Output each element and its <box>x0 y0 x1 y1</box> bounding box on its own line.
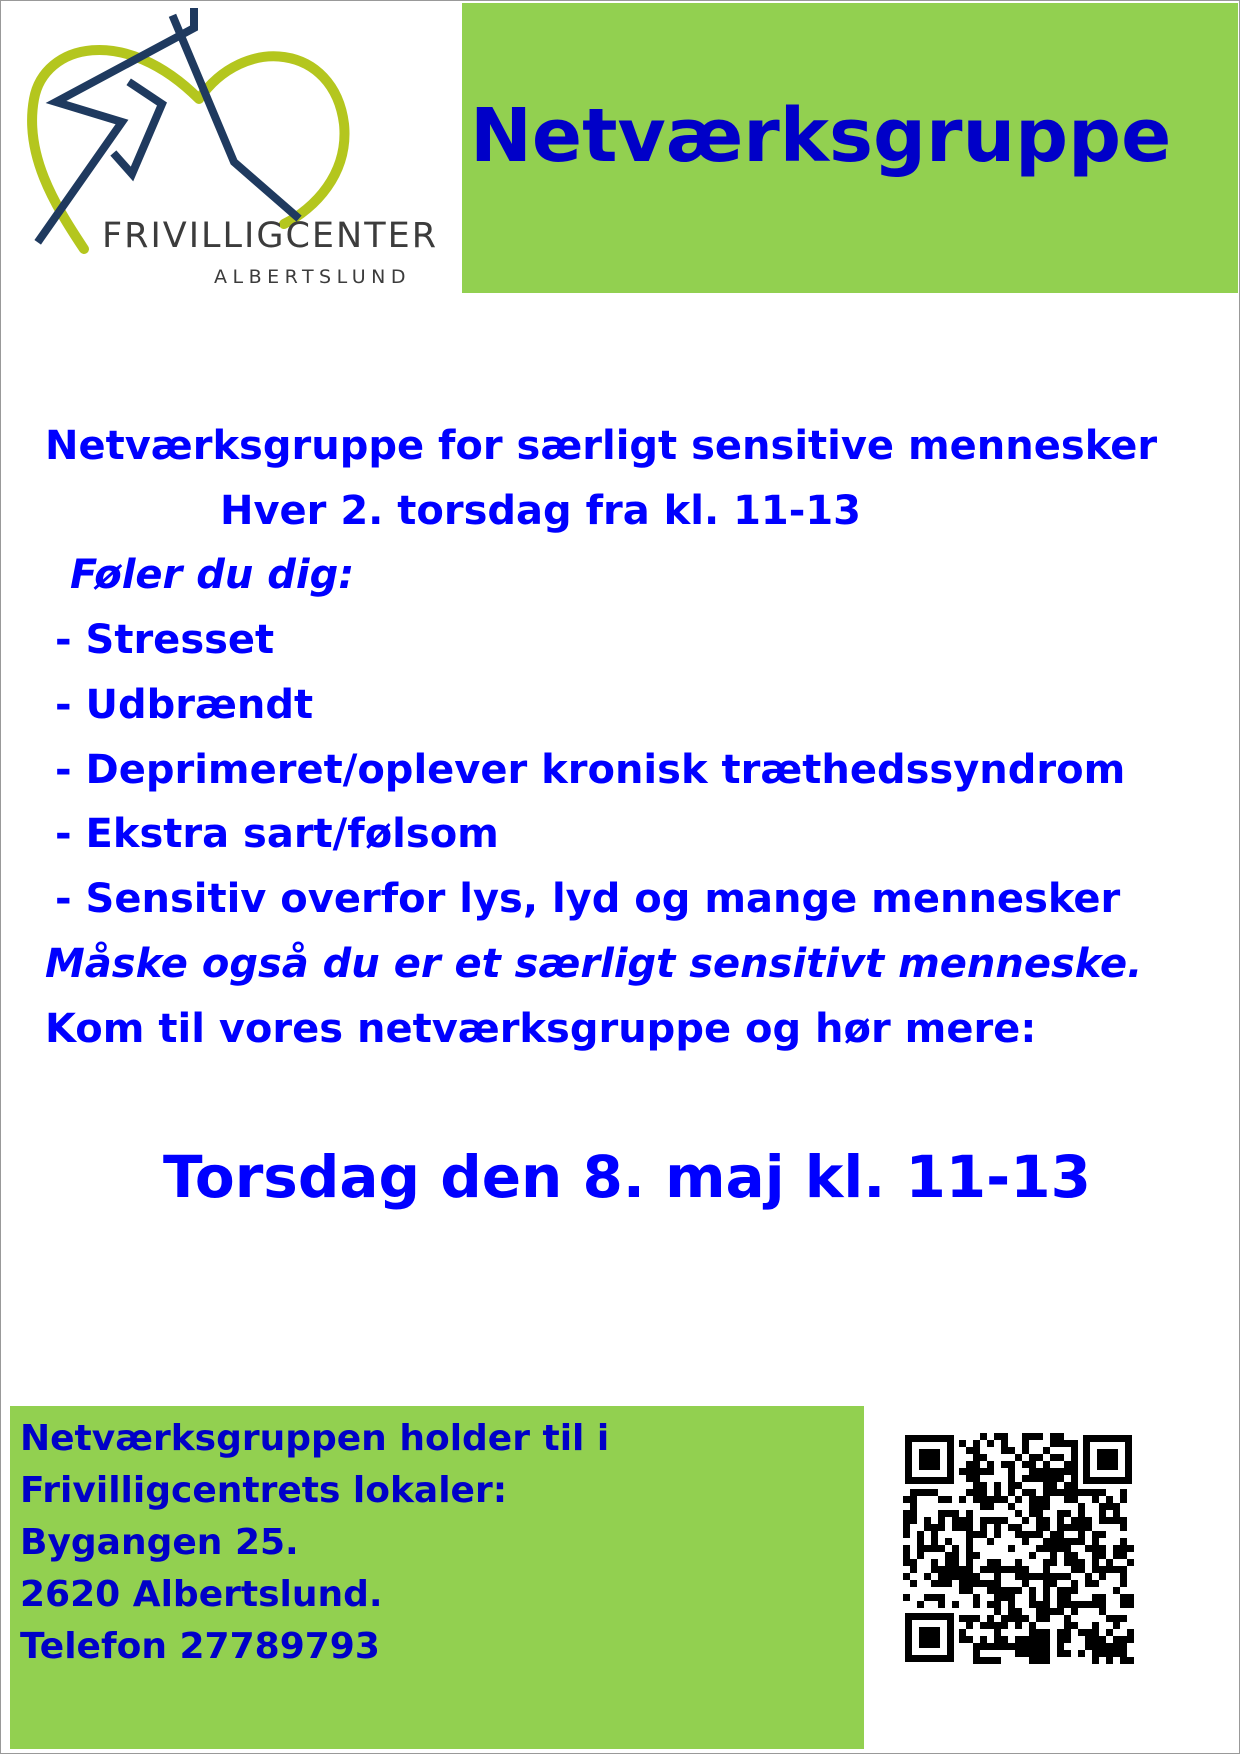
symptom-item: - Ekstra sart/følsom <box>55 811 499 857</box>
info-line: Bygangen 25. <box>20 1522 299 1563</box>
closing-maybe: Måske også du er et særligt sensitivt menneske. <box>45 941 1143 987</box>
frivilligcenter-logo <box>14 4 444 294</box>
info-box <box>10 1406 864 1749</box>
intro-question: Føler du dig: <box>70 552 355 598</box>
event-date: Torsdag den 8. maj kl. 11-13 <box>163 1143 1091 1211</box>
symptom-item: - Deprimeret/oplever kronisk træthedssyndrom <box>55 747 1126 793</box>
info-line: Frivilligcentrets lokaler: <box>20 1470 508 1511</box>
closing-invite: Kom til vores netværksgruppe og hør mere: <box>45 1006 1037 1052</box>
qr-code-icon <box>902 1432 1135 1665</box>
info-line: Telefon 27789793 <box>20 1626 380 1667</box>
symptom-item: - Stresset <box>55 617 275 663</box>
title-box <box>462 3 1238 293</box>
intro-headline: Netværksgruppe for særligt sensitive mennesker <box>45 423 1158 469</box>
logo-subname: ALBERTSLUND <box>214 266 411 288</box>
qr-code[interactable] <box>902 1432 1135 1665</box>
logo-name: FRIVILLIGCENTER <box>102 216 439 256</box>
symptom-item: - Udbrændt <box>55 682 314 728</box>
info-line: Netværksgruppen holder til i <box>20 1418 610 1459</box>
info-line: 2620 Albertslund. <box>20 1574 383 1615</box>
intro-schedule: Hver 2. torsdag fra kl. 11-13 <box>220 488 862 534</box>
symptom-item: - Sensitiv overfor lys, lyd og mange mennesker <box>55 876 1121 922</box>
page-title: Netværksgruppe <box>470 93 1172 179</box>
